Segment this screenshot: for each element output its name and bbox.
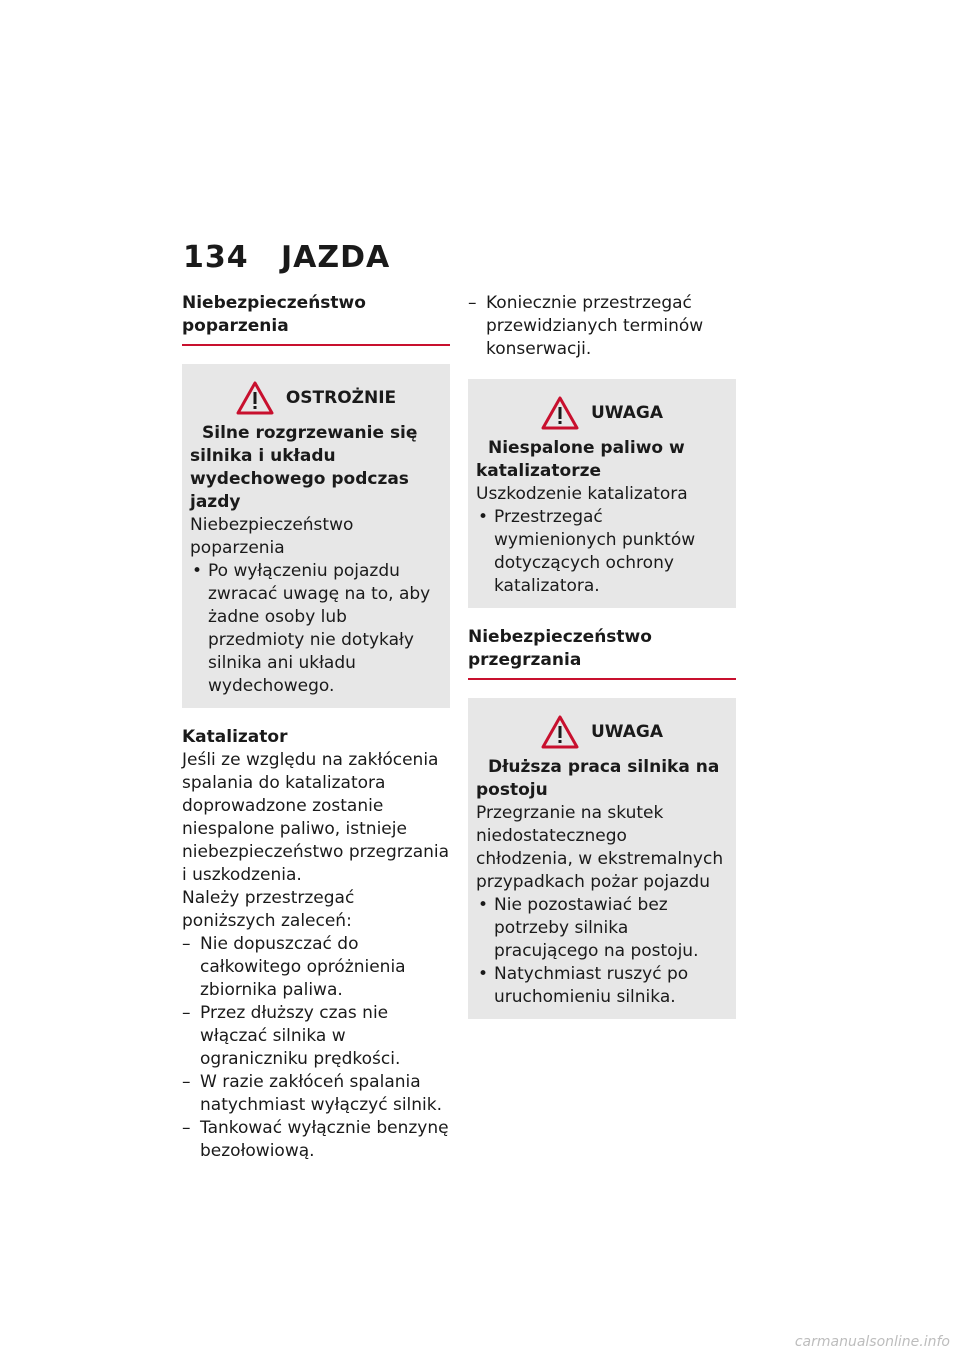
warning-label: UWAGA xyxy=(590,722,664,742)
paragraph-catalyst: Jeśli ze względu na zakłócenia spalania do katalizatora doprowadzone zostanie niespalone paliwo, istnieje niebezpieczeństwo przegrzania i uszkodzenia. xyxy=(182,750,450,885)
dash-list-continued xyxy=(468,292,736,361)
dash-item: – Przez dłuższy czas nie włączać silnika w ograniczniku prędkości. xyxy=(182,1002,450,1071)
warning-bullets xyxy=(476,894,728,1009)
warning-bullets xyxy=(190,560,442,698)
warning-box-overheat xyxy=(468,698,736,1019)
watermark: carmanualsonline.info xyxy=(794,1334,950,1350)
warning-title xyxy=(190,380,442,416)
section-title-burn: Niebezpieczeństwo poparzenia xyxy=(182,292,450,346)
section-title-catalyst: Katalizator xyxy=(182,727,288,747)
warning-consequence: Niebezpieczeństwo poparzenia xyxy=(190,515,354,558)
warning-title xyxy=(476,395,728,431)
warning-triangle-icon xyxy=(236,381,274,415)
warning-title xyxy=(476,714,728,750)
paragraph-recommendations: Należy przestrzegać poniższych zaleceń: xyxy=(182,888,355,931)
dash-item: – Tankować wyłącznie benzynę bezołowiową. xyxy=(182,1117,450,1163)
dash-item: – W razie zakłóceń spalania natychmiast wyłączyć silnik. xyxy=(182,1071,450,1117)
warning-hazard: Silne rozgrzewanie się silnika i układu wydechowego podczas jazdy xyxy=(190,423,418,512)
warning-label: UWAGA xyxy=(590,403,664,423)
dash-item: – Koniecznie przestrzegać przewidzianych terminów konserwacji. xyxy=(468,292,736,361)
warning-hazard: Dłuższa praca silnika na postoju xyxy=(476,757,720,800)
bullet-item: • Przestrzegać wymienionych punktów dotyczących ochrony katalizatora. xyxy=(476,506,728,598)
warning-box-catalyst xyxy=(468,379,736,608)
section-title-overheat: Niebezpieczeństwo przegrzania xyxy=(468,626,736,680)
bullet-item: • Nie pozostawiać bez potrzeby silnika pracującego na postoju. xyxy=(476,894,728,963)
warning-bullets xyxy=(476,506,728,598)
warning-hazard: Niespalone paliwo w katalizatorze xyxy=(476,438,685,481)
page-number: 134 xyxy=(183,240,249,275)
bullet-item: • Natychmiast ruszyć po uruchomieniu silnika. xyxy=(476,963,728,1009)
warning-consequence: Przegrzanie na skutek niedostatecznego chłodzenia, w ekstremalnych przypadkach pożar pojazdu xyxy=(476,803,724,892)
dash-list xyxy=(182,933,450,1163)
dash-item: – Nie dopuszczać do całkowitego opróżnienia zbiornika paliwa. xyxy=(182,933,450,1002)
bullet-item: • Po wyłączeniu pojazdu zwracać uwagę na to, aby żadne osoby lub przedmioty nie dotykały silnika ani układu wydechowego. xyxy=(190,560,442,698)
right-column xyxy=(468,292,736,1019)
left-column xyxy=(182,292,450,1163)
warning-consequence: Uszkodzenie katalizatora xyxy=(476,484,688,504)
warning-triangle-icon xyxy=(541,715,579,749)
warning-triangle-icon xyxy=(541,396,579,430)
warning-label: OSTROŻNIE xyxy=(285,388,397,408)
chapter-title: JAZDA xyxy=(281,240,391,275)
warning-box-caution xyxy=(182,364,450,708)
